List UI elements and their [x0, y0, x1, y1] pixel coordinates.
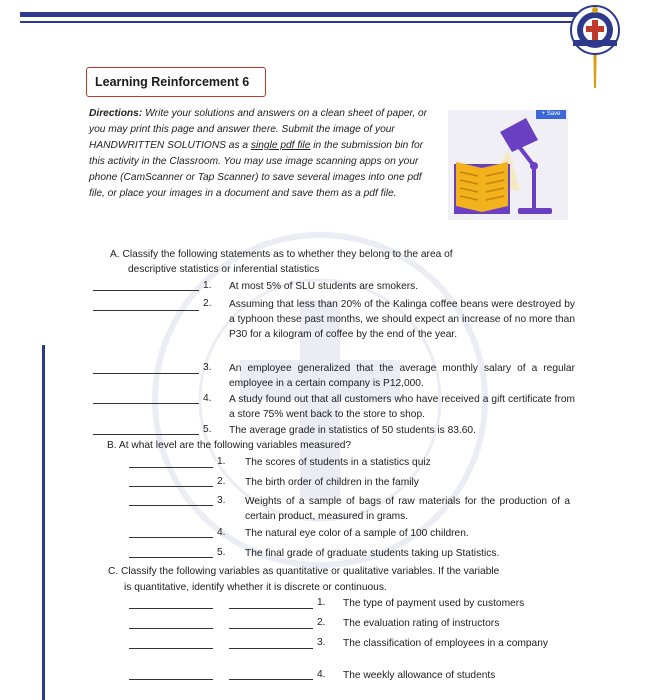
section-c-heading-2: is quantitative, identify whether it is discrete or continuous. [124, 582, 387, 593]
answer-blank-b5[interactable] [129, 557, 213, 558]
item-text-c1: The type of payment used by customers [343, 598, 525, 609]
answer-blank-a5[interactable] [93, 434, 199, 435]
answer-blank-c3a[interactable] [129, 648, 213, 649]
item-text-b5: The final grade of graduate students taking up Statistics. [245, 548, 500, 559]
item-text-a2: Assuming that less than 20% of the Kalinga coffee beans were destroyed by a typhoon these past months, we should expect an increase of no more than P30 for a kilogram of coffee by the end of the year. [229, 299, 575, 340]
item-number-b4: 4. [217, 527, 226, 538]
item-number-b1: 1. [217, 456, 226, 467]
page-title-text: Learning Reinforcement 6 [95, 75, 250, 89]
item-text-b4: The natural eye color of a sample of 100 children. [245, 528, 469, 539]
answer-blank-b3[interactable] [129, 505, 213, 506]
answer-blank-c4a[interactable] [129, 679, 213, 680]
item-text-a4: A study found out that all customers who have received a gift certificate from a store 75% went back to the store to shop. [229, 394, 575, 420]
item-number-b3: 3. [217, 495, 226, 506]
item-number-c3: 3. [317, 637, 326, 648]
item-number-c2: 2. [317, 617, 326, 628]
directions-link: single pdf file [250, 140, 311, 151]
answer-blank-c3b[interactable] [229, 648, 313, 649]
header-rule-thin [20, 21, 578, 23]
directions-paragraph [89, 106, 437, 202]
answer-blank-a1[interactable] [93, 290, 199, 291]
answer-blank-a3[interactable] [93, 373, 199, 374]
directions-text-before: Write your solutions and answers on a clean sheet of paper, or you may print this page and answer there. Submit the image of your HANDWRITTEN SOLUTIONS as a [89, 108, 428, 151]
section-a-heading-1: A. Classify the following statements as to whether they belong to the area of [110, 249, 453, 260]
item-text-a1: At most 5% of SLU students are smokers. [229, 281, 419, 292]
university-seal-icon [559, 2, 631, 90]
answer-blank-c2b[interactable] [229, 628, 313, 629]
section-a-heading-2: descriptive statistics or inferential statistics [128, 264, 320, 275]
answer-blank-c1b[interactable] [229, 608, 313, 609]
page-title [86, 67, 266, 97]
book-and-lamp-icon [448, 110, 568, 220]
item-number-a1: 1. [203, 280, 212, 291]
answer-blank-c2a[interactable] [129, 628, 213, 629]
item-text-c4: The weekly allowance of students [343, 670, 496, 681]
item-text-a5: The average grade in statistics of 50 students is 83.60. [229, 425, 476, 436]
header-rule-thick [20, 12, 578, 17]
answer-blank-c1a[interactable] [129, 608, 213, 609]
item-number-a5: 5. [203, 424, 212, 435]
item-text-c3: The classification of employees in a company [343, 638, 548, 649]
answer-blank-b4[interactable] [129, 537, 213, 538]
item-number-c4: 4. [317, 669, 326, 680]
section-b-heading: B. At what level are the following variables measured? [107, 440, 352, 451]
save-button[interactable]: + Save [536, 110, 566, 119]
answer-blank-c4b[interactable] [229, 679, 313, 680]
item-number-b2: 2. [217, 476, 226, 487]
answer-blank-b1[interactable] [129, 467, 213, 468]
item-text-b3: Weights of a sample of bags of raw materials for the production of a certain product, measured in grams. [245, 496, 570, 522]
answer-blank-a2[interactable] [93, 310, 199, 311]
directions-label: Directions: [89, 108, 143, 119]
item-number-b5: 5. [217, 547, 226, 558]
section-c-heading-1: C. Classify the following variables as quantitative or qualitative variables. If the variable [108, 566, 500, 577]
item-number-a3: 3. [203, 362, 212, 373]
item-text-a3: An employee generalized that the average monthly salary of a regular employee in a certain company is P12,000. [229, 363, 575, 389]
item-number-a2: 2. [203, 298, 212, 309]
answer-blank-b2[interactable] [129, 486, 213, 487]
item-text-b1: The scores of students in a statistics quiz [245, 457, 431, 468]
item-text-b2: The birth order of children in the family [245, 477, 419, 488]
answer-blank-a4[interactable] [93, 403, 199, 404]
directions-text-after: in the submission bin for this activity in the Classroom. You may use image scanning apps on your phone (CamScanner or Tap Scanner) to save several images into one pdf file, or place your images in a document and save them as a pdf file. [89, 140, 424, 199]
left-margin-bar [42, 345, 45, 700]
item-text-c2: The evaluation rating of instructors [343, 618, 500, 629]
item-number-c1: 1. [317, 597, 326, 608]
item-number-a4: 4. [203, 393, 212, 404]
